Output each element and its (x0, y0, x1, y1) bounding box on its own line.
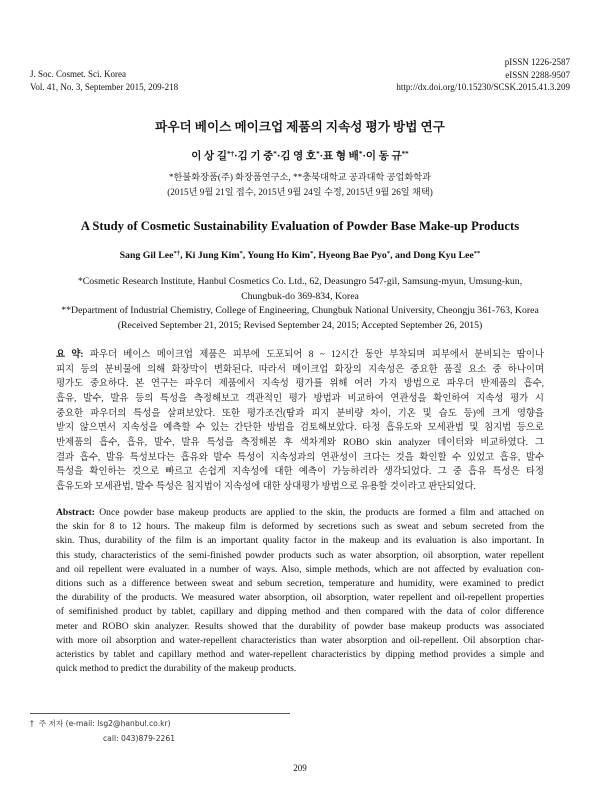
author-mark: *† (173, 250, 181, 258)
abstract-line-text: 파우더 베이스 메이크업 제품은 피부에 도포되어 8 ~ 12시간 동안 부착되며 피부에서 분비되는 땀이나 (89, 350, 544, 360)
authors-korean (0, 150, 600, 164)
author-separator: , and (390, 250, 414, 261)
abstract-line (56, 506, 544, 520)
affiliation-english-block (0, 275, 600, 333)
author-mark: ** (401, 149, 409, 158)
affiliation-korean: *한불화장품(주) 화장품연구소, **충북대학교 공과대학 공업화학과 (168, 172, 432, 182)
author-name: 이 상 길 (191, 151, 227, 162)
abstract-line: acteristics by tablet and capillary method and water-repellent characteristics by dipping method provides a simple and (56, 649, 544, 661)
author-name: Dong Kyu Lee (413, 250, 474, 261)
author-mark: ** (473, 250, 481, 258)
abstract-line: meter and ROBO skin analyzer. Results showed that the durability of powder base makeup products was associated (56, 620, 544, 632)
footnote-line (30, 731, 175, 746)
author-separator: · (234, 151, 238, 162)
dates-english: (Received September 21, 2015; Revised September 24, 2015; Accepted September 26, 2015) (117, 319, 483, 331)
abstract-line: 특성을 확인하는 것으로 빠르고 손쉽게 지속성에 대한 예측이 가능하리라 생각되었다. 그 중 흡유 특성은 타정 (56, 467, 544, 478)
eissn: eISSN 2288-9507 (505, 69, 570, 80)
affiliation-korean-block (0, 170, 600, 200)
affiliation-english-line: Chungbuk-do 369-834, Korea (241, 290, 359, 302)
journal-volume: Vol. 41, No. 3, September 2015, 209-218 (30, 81, 179, 92)
author-mark: * (358, 149, 363, 158)
footnote-divider (30, 713, 290, 714)
author-name: 김 기 중 (237, 151, 274, 162)
abstract-line: 받지 않으면서 지속성을 예측할 수 있는 간단한 방법을 검토해보았다. 타정 흡유도와 모세관법 및 침지법 등으로 (56, 423, 544, 434)
footnote (30, 716, 175, 746)
doi-link[interactable]: http://dx.doi.org/10.15230/SCSK.2015.41.3.209 (396, 82, 570, 92)
author-mark: * (386, 250, 391, 258)
journal-header-right (396, 56, 570, 94)
abstract-line: 평가도 중요하다. 본 연구는 파우더 제품에서 지속성 평가를 위해 여러 가지 방법으로 파우더 반제품의 흡수, (56, 379, 544, 390)
abstract-line: 피지 등의 분비물에 의해 화장막이 변화된다. 따라서 메이크업 화장의 지속성은 중요한 품질 요소 중 하나이며 (56, 364, 544, 375)
author-separator: , (242, 250, 248, 261)
author-name: 표 형 배 (323, 151, 359, 162)
author-separator: · (276, 151, 281, 162)
abstract-line-text: Once powder base makeup products are applied to the skin, the products are formed a film and attached on (99, 507, 544, 518)
abstract-english (56, 506, 544, 676)
author-separator: · (362, 151, 366, 162)
author-name: Sang Gil Lee (119, 250, 174, 261)
author-mark: * (316, 149, 320, 158)
page-number: 209 (293, 763, 307, 773)
corresponding-author-label: 주 저자 (38, 719, 64, 728)
author-mark: *† (226, 149, 235, 158)
title-english: A Study of Cosmetic Sustainability Evaluation of Powder Base Make-up Products (80, 219, 520, 233)
abstract-line: quick method to predict the durability of the makeup products. (56, 663, 297, 675)
abstract-line: this study, characteristics of the semi-finished powder products such as water absorption, oil absorption, water repellent (56, 549, 544, 561)
author-phone: call: 043)879-2261 (103, 734, 176, 743)
abstract-english-label: Abstract: (56, 507, 95, 518)
footnote-line (30, 716, 175, 731)
author-email[interactable]: (e-mail: lsg2@hanbul.co.kr) (65, 719, 171, 728)
affiliation-english-line: **Department of Industrial Chemistry, College of Engineering, Chungbuk National University, Cheongju 361-763, Korea (61, 305, 539, 317)
authors-english (0, 249, 600, 263)
abstract-line: ditions such as a difference between sweat and sebum secretion, temperature and humidity, were examined to predict (56, 578, 544, 590)
abstract-line: 중요한 파우더의 특성을 살펴보았다. 또한 평가조건(땀과 피지 분비량 차이, 기온 및 습도 등)에 크게 영향을 (56, 408, 544, 419)
author-mark: * (273, 149, 277, 158)
author-mark: * (239, 250, 243, 258)
journal-header-left (30, 68, 178, 93)
abstract-korean (56, 348, 544, 495)
pissn: pISSN 1226-2587 (504, 57, 570, 67)
abstract-korean-label: 요 약: (56, 350, 84, 360)
author-name: 김 영 호 (280, 151, 317, 162)
affiliation-english-line: *Cosmetic Research Institute, Hanbul Cosmetics Co. Ltd., 62, Deasungro 547-gil, Samsung-myun, Umsung-kun, (77, 276, 523, 287)
abstract-line: with more oil absorption and water-repellent characteristics than water absorption and oil-repellent. Oil absorption char- (56, 634, 544, 646)
abstract-line: 흡유, 발수, 발유 등의 특성을 측정해보고 객관적인 평가 방법과 비교하여 연관성을 확인하여 지속성 평가 시 (56, 394, 544, 405)
abstract-line: 결과 흡수, 발유 특성보다는 흡유와 발수 특성이 지속성과의 연관성이 크다는 것을 확인할 수 있었고 흡유, 발수 (56, 452, 544, 463)
author-name: Hyeong Bae Pyo (318, 250, 387, 261)
author-separator: , (180, 250, 186, 261)
abstract-line: of semifinished product by tablet, capillary and dipping method and then compared with the data of color difference (56, 606, 544, 618)
abstract-line: the durability of the products. We measured water absorption, oil absorption, water repellent and oil-repellent properties (56, 592, 544, 604)
dagger-mark: † (30, 719, 34, 728)
abstract-line: 반제품의 흡수, 흡유, 발수, 발유 특성을 측정해본 후 색차계와 ROBO skin analyzer 데이터와 비교하였다. 그 (56, 438, 544, 449)
abstract-line (56, 348, 544, 363)
abstract-line: and oil repellent were evaluated in a number of ways. Also, simple methods, which are not affected by evaluation con- (56, 563, 544, 575)
author-separator: · (319, 151, 324, 162)
author-name: 이 동 규 (365, 151, 402, 162)
abstract-line: skin. Thus, durability of the film is an important quality factor in the makeup and its evaluation is also important. In (56, 535, 544, 547)
abstract-line: the skin for 8 to 12 hours. The makeup film is deformed by secretions such as sweat and sebum secreted from the (56, 521, 544, 533)
abstract-line: 흡유도와 모세관법, 발수 특성은 침지법이 지속성에 대한 상대평가 방법으로 유용할 것이라고 판단되었다. (56, 482, 476, 493)
title-korean: 파우더 베이스 메이크업 제품의 지속성 평가 방법 연구 (155, 120, 445, 134)
author-separator: , (313, 250, 319, 261)
journal-name: J. Soc. Cosmet. Sci. Korea (30, 69, 126, 79)
author-mark: * (310, 250, 314, 258)
dates-korean: (2015년 9월 21일 접수, 2015년 9월 24일 수정, 2015년 9월 26일 채택) (167, 187, 433, 197)
author-name: Ki Jung Kim (185, 250, 240, 261)
author-name: Young Ho Kim (247, 250, 310, 261)
